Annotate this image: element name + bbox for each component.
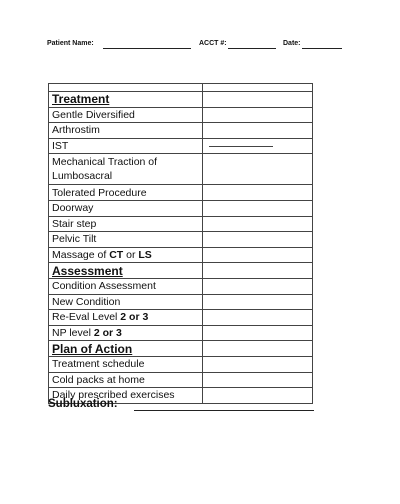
- item-label: Arthrostim: [49, 123, 203, 139]
- table-row: [49, 294, 313, 310]
- subluxation-label: Subluxation:: [48, 398, 118, 410]
- table-row: [49, 138, 313, 154]
- notes-cell[interactable]: [203, 310, 313, 326]
- table-row: [49, 154, 313, 185]
- section-title: Assessment: [49, 263, 203, 279]
- notes-cell[interactable]: [203, 388, 313, 404]
- item-label: Stair step: [49, 216, 203, 232]
- notes-cell[interactable]: [203, 92, 313, 108]
- section-header-treatment: [49, 92, 313, 108]
- table-row: [49, 216, 313, 232]
- table-top-row: [49, 84, 313, 92]
- item-label: Daily prescribed exercises: [49, 388, 203, 404]
- item-label: Re-Eval Level 2 or 3: [49, 310, 203, 326]
- table-row: [49, 185, 313, 201]
- notes-cell[interactable]: [203, 200, 313, 216]
- date-field[interactable]: [302, 48, 342, 49]
- table-row: [49, 325, 313, 341]
- notes-cell[interactable]: [203, 123, 313, 139]
- item-label: Mechanical Traction of Lumbosacral: [49, 154, 203, 185]
- notes-cell[interactable]: [203, 216, 313, 232]
- notes-cell[interactable]: [203, 294, 313, 310]
- item-label: Massage of CT or LS: [49, 247, 203, 263]
- table-row: [49, 372, 313, 388]
- table-row: [49, 107, 313, 123]
- notes-cell[interactable]: [203, 341, 313, 357]
- ist-underline: [209, 146, 273, 147]
- table-row: [49, 123, 313, 139]
- acct-field[interactable]: [228, 48, 276, 49]
- table-row: [49, 232, 313, 248]
- notes-cell[interactable]: [203, 232, 313, 248]
- notes-cell[interactable]: [203, 356, 313, 372]
- notes-cell[interactable]: [203, 263, 313, 279]
- section-header-plan-of-action: [49, 341, 313, 357]
- subluxation-field[interactable]: [134, 410, 314, 411]
- table-row: [49, 247, 313, 263]
- notes-cell[interactable]: [203, 154, 313, 185]
- item-label: NP level 2 or 3: [49, 325, 203, 341]
- notes-cell[interactable]: [203, 185, 313, 201]
- item-label: Gentle Diversified: [49, 107, 203, 123]
- section-header-assessment: [49, 263, 313, 279]
- notes-cell[interactable]: [203, 107, 313, 123]
- item-label: Tolerated Procedure: [49, 185, 203, 201]
- section-title: Plan of Action: [49, 341, 203, 357]
- table-row: [49, 200, 313, 216]
- table-row: [49, 356, 313, 372]
- notes-cell[interactable]: [203, 247, 313, 263]
- notes-cell[interactable]: [203, 372, 313, 388]
- item-label: Cold packs at home: [49, 372, 203, 388]
- notes-cell[interactable]: [203, 278, 313, 294]
- item-label: Treatment schedule: [49, 356, 203, 372]
- acct-label: ACCT #:: [199, 40, 227, 47]
- table-row: [49, 278, 313, 294]
- item-label: New Condition: [49, 294, 203, 310]
- date-label: Date:: [283, 40, 301, 47]
- item-label: IST: [49, 138, 203, 154]
- patient-name-label: Patient Name:: [47, 40, 94, 47]
- item-label: Pelvic Tilt: [49, 232, 203, 248]
- notes-cell[interactable]: [203, 325, 313, 341]
- patient-name-field[interactable]: [103, 48, 191, 49]
- item-label: Doorway: [49, 200, 203, 216]
- treatment-table: [48, 83, 313, 404]
- table-row: [49, 310, 313, 326]
- section-title: Treatment: [49, 92, 203, 108]
- notes-cell[interactable]: [203, 138, 313, 154]
- item-label: Condition Assessment: [49, 278, 203, 294]
